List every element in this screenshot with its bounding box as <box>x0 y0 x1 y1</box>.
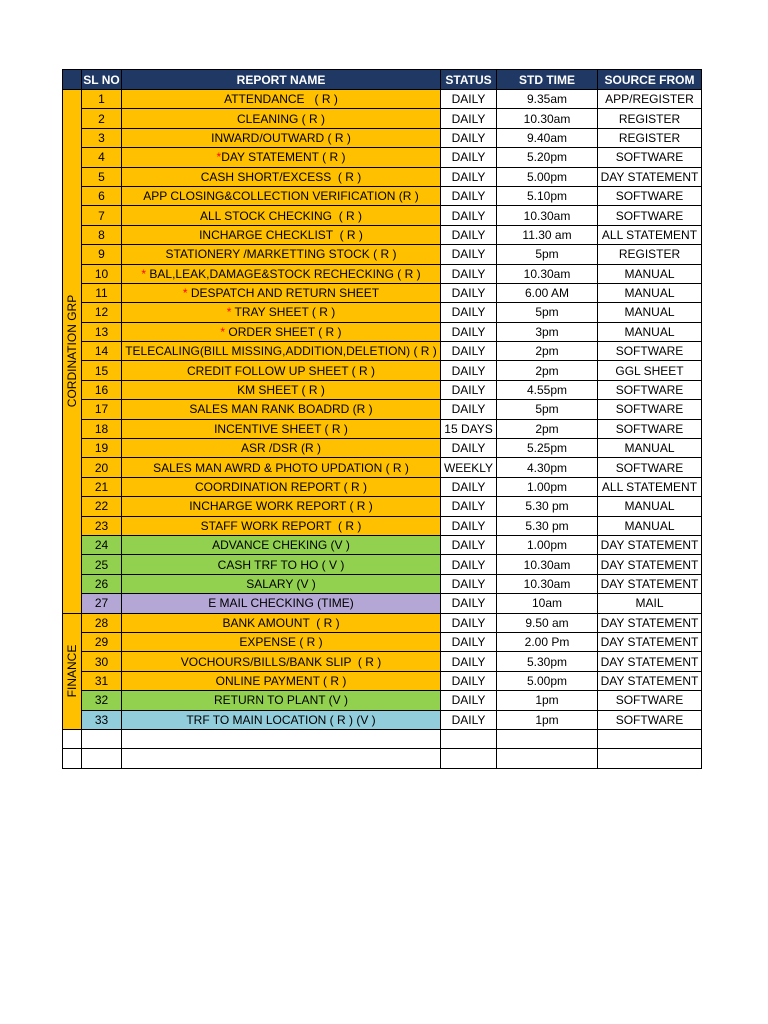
status-cell: DAILY <box>441 594 497 613</box>
source-from-cell: DAY STATEMENT <box>598 632 702 651</box>
important-marker: * <box>182 286 188 301</box>
report-name-cell <box>122 477 441 496</box>
status-cell: DAILY <box>441 283 497 302</box>
std-time-cell: 4.30pm <box>497 458 598 477</box>
blank-row <box>63 729 702 748</box>
status-cell: DAILY <box>441 225 497 244</box>
blank-cell <box>497 749 598 768</box>
sl-no-cell: 23 <box>82 516 122 535</box>
report-name-cell <box>122 109 441 128</box>
status-cell: DAILY <box>441 90 497 109</box>
table-row <box>63 691 702 710</box>
report-name-cell <box>122 632 441 651</box>
source-from-cell: SOFTWARE <box>598 458 702 477</box>
report-name: CREDIT FOLLOW UP SHEET ( R ) <box>186 363 376 378</box>
blank-cell <box>122 729 441 748</box>
source-from-cell: DAY STATEMENT <box>598 167 702 186</box>
source-from-cell: SOFTWARE <box>598 148 702 167</box>
status-cell: DAILY <box>441 574 497 593</box>
sl-no-cell: 2 <box>82 109 122 128</box>
table-row <box>63 167 702 186</box>
report-name: APP CLOSING&COLLECTION VERIFICATION (R ) <box>143 189 419 204</box>
std-time-cell: 5.30 pm <box>497 497 598 516</box>
report-name: ALL STOCK CHECKING ( R ) <box>199 208 363 223</box>
sl-no-cell: 18 <box>82 419 122 438</box>
table-row <box>63 283 702 302</box>
report-name-cell <box>122 361 441 380</box>
report-name-cell <box>122 225 441 244</box>
table-row <box>63 516 702 535</box>
sl-no-cell: 11 <box>82 283 122 302</box>
std-time-cell: 9.40am <box>497 128 598 147</box>
status-cell: DAILY <box>441 535 497 554</box>
sl-no-cell: 24 <box>82 535 122 554</box>
std-time-cell: 5.20pm <box>497 148 598 167</box>
report-name: E MAIL CHECKING (TIME) <box>208 596 354 611</box>
sl-no-cell: 20 <box>82 458 122 477</box>
status-cell: DAILY <box>441 322 497 341</box>
blank-cell <box>82 729 122 748</box>
sl-no-cell: 29 <box>82 632 122 651</box>
report-name-cell <box>122 283 441 302</box>
sl-no-cell: 21 <box>82 477 122 496</box>
table-row <box>63 574 702 593</box>
report-name: DESPATCH AND RETURN SHEET <box>187 286 380 301</box>
report-name: RETURN TO PLANT (V ) <box>213 693 349 708</box>
source-from-cell: REGISTER <box>598 109 702 128</box>
report-name: SALARY (V ) <box>246 576 316 591</box>
status-cell: DAILY <box>441 380 497 399</box>
report-name: STAFF WORK REPORT ( R ) <box>200 518 362 533</box>
report-name: CLEANING ( R ) <box>236 111 325 126</box>
source-from-cell: MANUAL <box>598 497 702 516</box>
group-label: FINANCE <box>65 644 79 698</box>
header-status: STATUS <box>441 70 497 90</box>
sl-no-cell: 32 <box>82 691 122 710</box>
table-row <box>63 303 702 322</box>
std-time-cell: 5pm <box>497 400 598 419</box>
source-from-cell: MANUAL <box>598 264 702 283</box>
std-time-cell: 1.00pm <box>497 535 598 554</box>
status-cell: DAILY <box>441 109 497 128</box>
source-from-cell: ALL STATEMENT <box>598 477 702 496</box>
report-name-cell <box>122 303 441 322</box>
group-header-cell <box>63 70 82 90</box>
report-name: SALES MAN RANK BOADRD (R ) <box>189 402 373 417</box>
status-cell: DAILY <box>441 245 497 264</box>
table-row <box>63 322 702 341</box>
std-time-cell: 10.30am <box>497 264 598 283</box>
source-from-cell: SOFTWARE <box>598 186 702 205</box>
blank-cell <box>63 729 82 748</box>
std-time-cell: 3pm <box>497 322 598 341</box>
report-name-cell <box>122 535 441 554</box>
source-from-cell: APP/REGISTER <box>598 90 702 109</box>
blank-row <box>63 749 702 768</box>
blank-cell <box>441 729 497 748</box>
table-row <box>63 400 702 419</box>
table-row <box>63 497 702 516</box>
sl-no-cell: 9 <box>82 245 122 264</box>
report-name: INWARD/OUTWARD ( R ) <box>211 130 351 145</box>
table-row <box>63 535 702 554</box>
report-name-cell <box>122 419 441 438</box>
std-time-cell: 5.30pm <box>497 652 598 671</box>
report-name-cell <box>122 516 441 535</box>
std-time-cell: 11.30 am <box>497 225 598 244</box>
status-cell: DAILY <box>441 186 497 205</box>
table-row <box>63 458 702 477</box>
source-from-cell: DAY STATEMENT <box>598 613 702 632</box>
std-time-cell: 10.30am <box>497 109 598 128</box>
table-row <box>63 206 702 225</box>
table-row <box>63 90 702 109</box>
std-time-cell: 10am <box>497 594 598 613</box>
table-row <box>63 245 702 264</box>
status-cell: DAILY <box>441 613 497 632</box>
report-name-cell <box>122 671 441 690</box>
report-name: ASR /DSR (R ) <box>240 441 321 456</box>
report-name: TRF TO MAIN LOCATION ( R ) (V ) <box>186 712 376 727</box>
source-from-cell: SOFTWARE <box>598 419 702 438</box>
group-label-cell <box>63 613 82 729</box>
table-row <box>63 264 702 283</box>
report-name: KM SHEET ( R ) <box>237 383 325 398</box>
sl-no-cell: 15 <box>82 361 122 380</box>
sl-no-cell: 4 <box>82 148 122 167</box>
report-name: BAL,LEAK,DAMAGE&STOCK RECHECKING ( R ) <box>146 266 421 281</box>
table-body <box>63 90 702 769</box>
blank-cell <box>63 749 82 768</box>
std-time-cell: 5.30 pm <box>497 516 598 535</box>
sl-no-cell: 10 <box>82 264 122 283</box>
report-name-cell <box>122 574 441 593</box>
report-name: TELECALING(BILL MISSING,ADDITION,DELETION) ( R ) <box>125 344 437 359</box>
std-time-cell: 6.00 AM <box>497 283 598 302</box>
source-from-cell: MANUAL <box>598 516 702 535</box>
important-marker: * <box>141 266 147 281</box>
source-from-cell: DAY STATEMENT <box>598 535 702 554</box>
sl-no-cell: 22 <box>82 497 122 516</box>
status-cell: DAILY <box>441 264 497 283</box>
group-label-cell <box>63 90 82 614</box>
source-from-cell: SOFTWARE <box>598 400 702 419</box>
status-cell: DAILY <box>441 167 497 186</box>
table-row <box>63 594 702 613</box>
header-source-from: SOURCE FROM <box>598 70 702 90</box>
sl-no-cell: 17 <box>82 400 122 419</box>
std-time-cell: 9.50 am <box>497 613 598 632</box>
report-name-cell <box>122 245 441 264</box>
report-name: EXPENSE ( R ) <box>239 635 323 650</box>
report-name: DAY STATEMENT ( R ) <box>221 150 346 165</box>
std-time-cell: 2pm <box>497 419 598 438</box>
status-cell: DAILY <box>441 516 497 535</box>
report-name-cell <box>122 710 441 729</box>
sl-no-cell: 30 <box>82 652 122 671</box>
source-from-cell: SOFTWARE <box>598 710 702 729</box>
sl-no-cell: 5 <box>82 167 122 186</box>
header-report-name: REPORT NAME <box>122 70 441 90</box>
table-row <box>63 380 702 399</box>
header-std-time: STD TIME <box>497 70 598 90</box>
source-from-cell: SOFTWARE <box>598 342 702 361</box>
report-name-cell <box>122 128 441 147</box>
blank-cell <box>82 749 122 768</box>
table-row <box>63 555 702 574</box>
report-name-cell <box>122 206 441 225</box>
report-name-cell <box>122 380 441 399</box>
std-time-cell: 9.35am <box>497 90 598 109</box>
blank-cell <box>598 729 702 748</box>
table-row <box>63 148 702 167</box>
report-name: ATTENDANCE ( R ) <box>224 92 338 107</box>
status-cell: 15 DAYS <box>441 419 497 438</box>
std-time-cell: 4.55pm <box>497 380 598 399</box>
report-name: COORDINATION REPORT ( R ) <box>194 480 367 494</box>
table-row <box>63 439 702 458</box>
report-name-cell <box>122 167 441 186</box>
std-time-cell: 1.00pm <box>497 477 598 496</box>
sl-no-cell: 28 <box>82 613 122 632</box>
status-cell: DAILY <box>441 710 497 729</box>
report-name: ONLINE PAYMENT ( R ) <box>215 673 347 688</box>
status-cell: DAILY <box>441 128 497 147</box>
report-name: BANK AMOUNT ( R ) <box>222 615 340 630</box>
important-marker: * <box>220 324 226 339</box>
std-time-cell: 5.25pm <box>497 439 598 458</box>
source-from-cell: DAY STATEMENT <box>598 555 702 574</box>
report-name-cell <box>122 322 441 341</box>
status-cell: DAILY <box>441 691 497 710</box>
blank-cell <box>598 749 702 768</box>
sl-no-cell: 8 <box>82 225 122 244</box>
source-from-cell: ALL STATEMENT <box>598 225 702 244</box>
std-time-cell: 10.30am <box>497 555 598 574</box>
source-from-cell: SOFTWARE <box>598 380 702 399</box>
table-row <box>63 632 702 651</box>
source-from-cell: REGISTER <box>598 128 702 147</box>
status-cell: WEEKLY <box>441 458 497 477</box>
status-cell: DAILY <box>441 400 497 419</box>
blank-cell <box>497 729 598 748</box>
table-row <box>63 419 702 438</box>
report-name-cell <box>122 458 441 477</box>
source-from-cell: SOFTWARE <box>598 206 702 225</box>
table-row <box>63 652 702 671</box>
status-cell: DAILY <box>441 206 497 225</box>
source-from-cell: MANUAL <box>598 439 702 458</box>
table-row <box>63 186 702 205</box>
table-row <box>63 342 702 361</box>
header-row <box>63 70 702 90</box>
report-name: ADVANCE CHEKING (V ) <box>212 538 350 553</box>
table-row <box>63 361 702 380</box>
important-marker: * <box>226 305 232 320</box>
important-marker: * <box>216 150 222 165</box>
status-cell: DAILY <box>441 303 497 322</box>
source-from-cell: GGL SHEET <box>598 361 702 380</box>
blank-cell <box>441 749 497 768</box>
sl-no-cell: 13 <box>82 322 122 341</box>
table-row <box>63 109 702 128</box>
table-row <box>63 225 702 244</box>
source-from-cell: MAIL <box>598 594 702 613</box>
report-name-cell <box>122 342 441 361</box>
report-name: INCHARGE CHECKLIST ( R ) <box>199 227 363 242</box>
report-name-cell <box>122 264 441 283</box>
source-from-cell: MANUAL <box>598 303 702 322</box>
report-name-cell <box>122 148 441 167</box>
sl-no-cell: 3 <box>82 128 122 147</box>
sl-no-cell: 16 <box>82 380 122 399</box>
std-time-cell: 5pm <box>497 245 598 264</box>
table-row <box>63 710 702 729</box>
status-cell: DAILY <box>441 555 497 574</box>
report-name-cell <box>122 186 441 205</box>
std-time-cell: 10.30am <box>497 206 598 225</box>
status-cell: DAILY <box>441 497 497 516</box>
sl-no-cell: 33 <box>82 710 122 729</box>
std-time-cell: 5.10pm <box>497 186 598 205</box>
source-from-cell: REGISTER <box>598 245 702 264</box>
sl-no-cell: 12 <box>82 303 122 322</box>
sl-no-cell: 26 <box>82 574 122 593</box>
status-cell: DAILY <box>441 148 497 167</box>
report-name-cell <box>122 613 441 632</box>
source-from-cell: DAY STATEMENT <box>598 574 702 593</box>
report-name: SALES MAN AWRD & PHOTO UPDATION ( R ) <box>153 460 409 475</box>
sl-no-cell: 14 <box>82 342 122 361</box>
std-time-cell: 5.00pm <box>497 671 598 690</box>
blank-cell <box>122 749 441 768</box>
header-sl-no: SL NO <box>82 70 122 90</box>
std-time-cell: 2pm <box>497 342 598 361</box>
status-cell: DAILY <box>441 652 497 671</box>
source-from-cell: SOFTWARE <box>598 691 702 710</box>
report-schedule-table <box>62 69 702 769</box>
group-label: CORDINATION GRP <box>65 295 79 408</box>
std-time-cell: 5pm <box>497 303 598 322</box>
status-cell: DAILY <box>441 342 497 361</box>
table-row <box>63 613 702 632</box>
sl-no-cell: 6 <box>82 186 122 205</box>
report-name-cell <box>122 555 441 574</box>
status-cell: DAILY <box>441 671 497 690</box>
sl-no-cell: 27 <box>82 594 122 613</box>
source-from-cell: MANUAL <box>598 283 702 302</box>
report-name-cell <box>122 90 441 109</box>
report-name: CASH SHORT/EXCESS ( R ) <box>200 169 362 184</box>
table-row <box>63 128 702 147</box>
std-time-cell: 10.30am <box>497 574 598 593</box>
std-time-cell: 1pm <box>497 710 598 729</box>
sl-no-cell: 7 <box>82 206 122 225</box>
sl-no-cell: 31 <box>82 671 122 690</box>
source-from-cell: DAY STATEMENT <box>598 671 702 690</box>
report-name: INCHARGE WORK REPORT ( R ) <box>189 499 373 514</box>
report-name: CASH TRF TO HO ( V ) <box>217 557 345 572</box>
source-from-cell: DAY STATEMENT <box>598 652 702 671</box>
table-row <box>63 477 702 496</box>
report-name: INCENTIVE SHEET ( R ) <box>214 421 348 436</box>
std-time-cell: 5.00pm <box>497 167 598 186</box>
sl-no-cell: 1 <box>82 90 122 109</box>
report-name: STATIONERY /MARKETTING STOCK ( R ) <box>165 247 397 262</box>
sl-no-cell: 19 <box>82 439 122 458</box>
sl-no-cell: 25 <box>82 555 122 574</box>
source-from-cell: MANUAL <box>598 322 702 341</box>
status-cell: DAILY <box>441 439 497 458</box>
status-cell: DAILY <box>441 477 497 496</box>
std-time-cell: 1pm <box>497 691 598 710</box>
report-name-cell <box>122 400 441 419</box>
status-cell: DAILY <box>441 361 497 380</box>
report-name-cell <box>122 497 441 516</box>
report-name-cell <box>122 691 441 710</box>
report-name-cell <box>122 594 441 613</box>
report-name-cell <box>122 439 441 458</box>
std-time-cell: 2pm <box>497 361 598 380</box>
std-time-cell: 2.00 Pm <box>497 632 598 651</box>
report-name-cell <box>122 652 441 671</box>
report-name: ORDER SHEET ( R ) <box>225 324 342 339</box>
report-name: VOCHOURS/BILLS/BANK SLIP ( R ) <box>180 654 382 669</box>
status-cell: DAILY <box>441 632 497 651</box>
table-row <box>63 671 702 690</box>
report-name: TRAY SHEET ( R ) <box>231 305 336 320</box>
